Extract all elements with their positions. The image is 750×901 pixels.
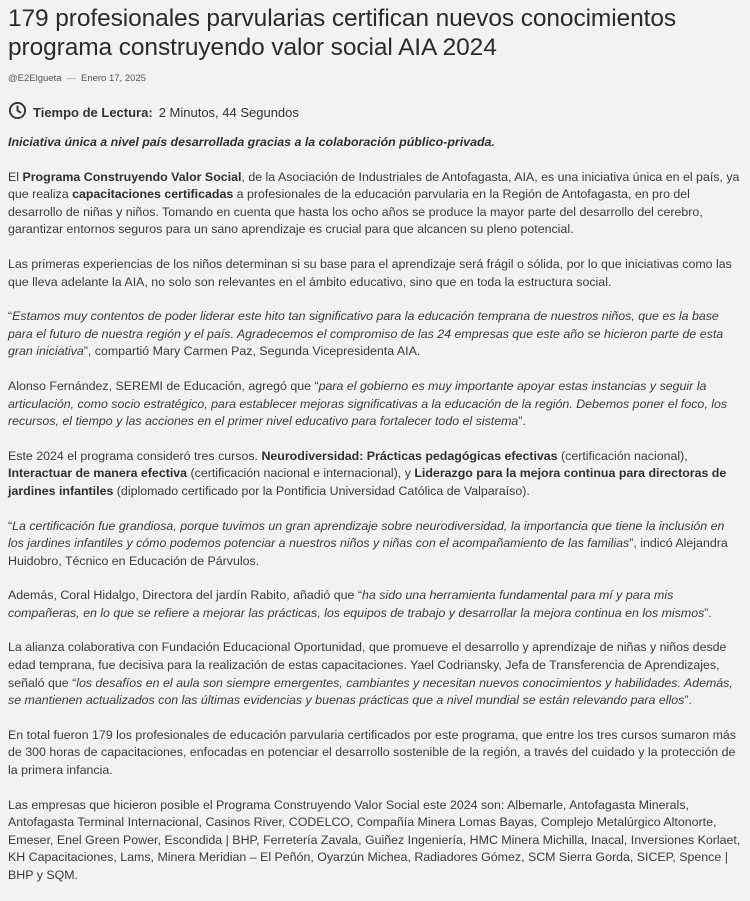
paragraph-2: Las primeras experiencias de los niños determinan si su base para el aprendizaje será frágil o sólida, por lo que iniciativas como las que lleva adelante la AIA, no solo son relevantes en el ámbito educativo, sino que en toda la estructura social. <box>8 256 732 289</box>
publish-date: Enero 17, 2025 <box>80 73 146 84</box>
paragraph-8: La alianza colaborativa con Fundación Educacional Oportunidad, que promueve el desarrollo y aprendizaje de niñas y niños desde edad temprana, fue decisiva para la realización de estas capacitaciones. Yael Codriansky, Jefa de Transferencia de Aprendizajes, señaló que “los desafíos en el aula son siempre emergentes, cambiantes y necesitan nuevos conocimientos y habilidades. Además, se mantienen actualizados con las últimas evidencias y buenas prácticas que a nivel mundial se están relevando para ellos”. <box>8 640 733 708</box>
paragraph-6: “La certificación fue grandiosa, porque tuvimos un gran aprendizaje sobre neurodiversidad, la importancia que tiene la inclusión en los jardines infantiles y cómo podemos potenciar a nuestros niños y niñas con el acompañamiento de las familias”, indicó Alejandra Huidobro, Técnico en Educación de Párvulos. <box>8 518 728 568</box>
article-meta <box>8 73 742 84</box>
author-link[interactable]: @E2Elgueta <box>8 73 62 84</box>
paragraph-4: Alonso Fernández, SEREMI de Educación, agregó que “para el gobierno es muy importante apoyar estas instancias y seguir la articulación, como socio estratégico, para establecer mejoras significativas a la educación de la región. Debemos poner el foco, los recursos, el tiempo y las acciones en el primer nivel educativo para fortalecer todo el sistema”. <box>8 378 728 429</box>
reading-time <box>8 101 742 123</box>
clock-icon <box>8 101 33 123</box>
paragraph-7: Además, Coral Hidalgo, Directora del jardín Rabito, añadió que “ha sido una herramienta fundamental para mí y para mis compañeras, en lo que se refiere a mejorar las prácticas, los equipos de trabajo y desarrollar la mejora continua en los mismos”. <box>8 588 712 620</box>
paragraph-3: “Estamos muy contentos de poder liderar este hito tan significativo para la educación temprana de nuestros niños, que es la base para el futuro de nuestra región y el país. Agradecemos el compromiso de las 24 empresas que este año se hicieron parte de esta gran iniciativa”, compartió Mary Carmen Paz, Segunda Vicepresidenta AIA. <box>8 309 724 359</box>
reading-time-label: Tiempo de Lectura: <box>33 104 153 120</box>
paragraph-5: Este 2024 el programa consideró tres cursos. Neurodiversidad: Prácticas pedagógicas efectivas (certificación nacional), Interactuar de manera efectiva (certificación nacional e internacional), y Liderazgo para la mejora continua para directoras de jardines infantiles (diplomado certificado por la Pontificia Universidad Católica de Valparaíso). <box>8 448 727 498</box>
paragraph-9: En total fueron 179 los profesionales de educación parvularia certificados por este programa, que entre los tres cursos sumaron más de 300 horas de capacitaciones, enfocadas en potenciar el desarrollo sostenible de la región, a través del cuidado y la protección de la primera infancia. <box>8 727 736 778</box>
paragraph-10: Las empresas que hicieron posible el Programa Construyendo Valor Social este 2024 son: Albemarle, Antofagasta Minerals, Antofagasta Terminal Internacional, Casinos River, CODELCO, Compañía Minera Lomas Bayas, Complejo Metalúrgico Altonorte, Emeser, Enel Green Power, Escondida | BHP, Ferretería Zavala, Guiñez Ingeniería, HMC Minera Michilla, Inacal, Inversiones Korlaet, KH Capacitaciones, Lams, Minera Meridian – El Peñón, Oyarzún Michea, Radiadores Gómez, SCM Sierra Gorda, SICEP, Spence | BHP y SQM. <box>8 797 741 882</box>
article-title: 179 profesionales parvularias certifican nuevos conocimientos programa construyendo valor social AIA 2024 <box>8 5 677 61</box>
article-lead: Iniciativa única a nivel país desarrollada gracias a la colaboración público-privada. <box>8 135 495 149</box>
meta-separator: — <box>66 73 76 84</box>
paragraph-1: El Programa Construyendo Valor Social, de la Asociación de Industriales de Antofagasta, AIA, es una iniciativa única en el país, ya que realiza capacitaciones certificadas a profesionales de la educación parvularia en la Región de Antofagasta, en pro del desarrollo de niñas y niños. Tomando en cuenta que hasta los ocho años se produce la mayor parte del desarrollo del cerebro, garantizar entornos seguros para un sano aprendizaje es crucial para que alcancen su pleno potencial. <box>8 169 740 237</box>
reading-time-value: 2 Minutos, 44 Segundos <box>158 104 299 120</box>
